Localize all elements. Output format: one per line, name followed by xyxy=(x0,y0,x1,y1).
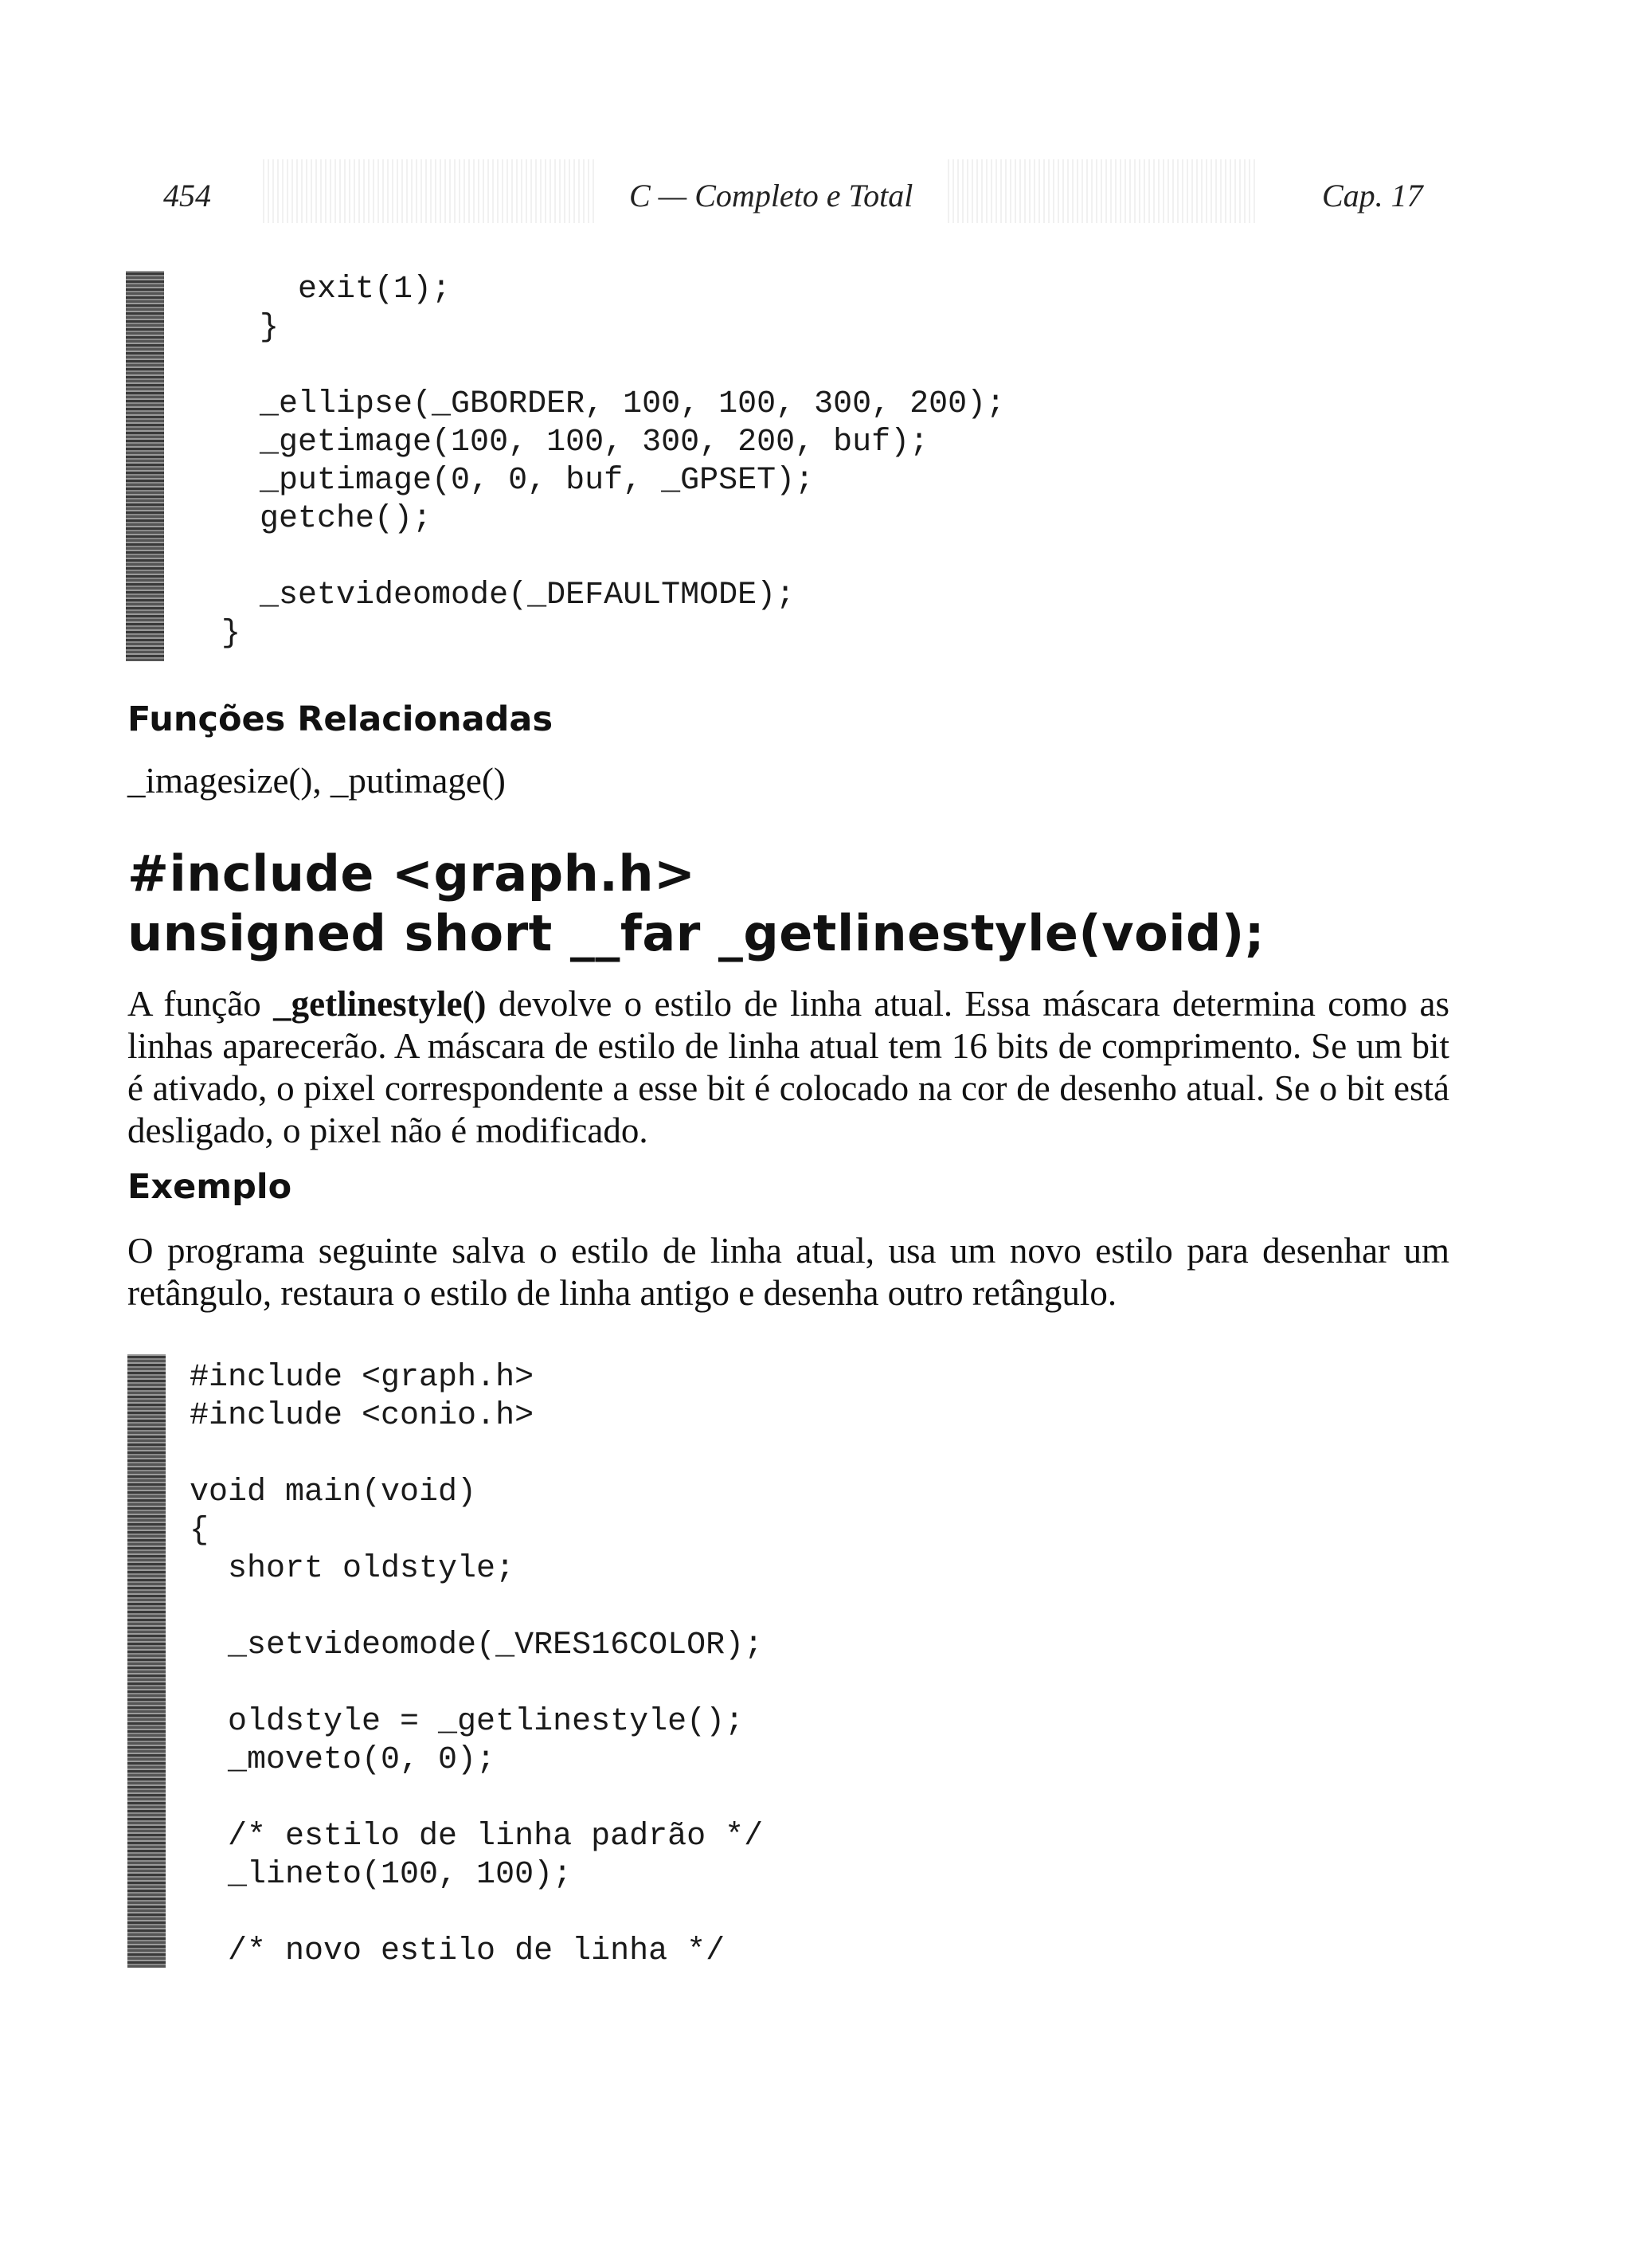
related-functions-heading: Funções Relacionadas xyxy=(127,699,553,739)
code-line: void main(void) xyxy=(190,1475,477,1510)
description-paragraph xyxy=(127,983,1449,1152)
chapter-label: Cap. 17 xyxy=(1322,178,1423,213)
related-functions-list: _imagesize(), _putimage() xyxy=(127,761,506,801)
code-line xyxy=(190,1894,763,1933)
code-line xyxy=(183,539,1005,577)
code-line: /* estilo de linha padrão */ xyxy=(190,1819,764,1855)
code-line: _setvideomode(_DEFAULTMODE); xyxy=(183,578,796,613)
code-line: _lineto(100, 100); xyxy=(190,1857,573,1893)
example-paragraph: O programa seguinte salva o estilo de linha atual, usa um novo estilo para desenhar um retângulo, restaura o estilo de linha antigo e desenha outro retângulo. xyxy=(127,1231,1449,1313)
scan-noise xyxy=(263,159,597,223)
code-line: getche(); xyxy=(183,501,432,537)
code-line: { xyxy=(190,1513,209,1549)
code-line xyxy=(190,1780,763,1818)
code-margin-bar xyxy=(126,271,164,661)
book-title: C — Completo e Total xyxy=(629,178,913,213)
code-margin-bar xyxy=(127,1354,166,1968)
code-line: _setvideomode(_VRES16COLOR); xyxy=(190,1628,764,1663)
code-line: /* novo estilo de linha */ xyxy=(190,1933,726,1969)
code-line xyxy=(190,1588,763,1627)
code-listing-top xyxy=(183,271,1005,653)
prototype-signature: unsigned short __far _getlinestyle(void); xyxy=(127,904,1265,962)
prototype-include: #include <graph.h> xyxy=(127,844,696,903)
code-line: _ellipse(_GBORDER, 100, 100, 300, 200); xyxy=(183,386,1006,422)
description-rest: devolve o estilo de linha atual. Essa máscara determina como as linhas aparecerão. A máscara de estilo de linha atual tem 16 bits de comprimento. Se um bit é ativado, o pixel correspondente a esse bit é colocado na cor de desenho atual. Se o bit está desligado, o pixel não é modificado. xyxy=(127,984,1449,1150)
code-line xyxy=(183,347,1005,386)
description-lead: A função xyxy=(127,984,274,1024)
code-line: } xyxy=(183,616,241,652)
code-line: short oldstyle; xyxy=(190,1551,515,1587)
example-heading: Exemplo xyxy=(127,1167,292,1207)
code-line: oldstyle = _getlinestyle(); xyxy=(190,1704,745,1740)
code-line: } xyxy=(183,310,280,346)
function-name: _getlinestyle() xyxy=(273,984,487,1024)
code-line: _putimage(0, 0, buf, _GPSET); xyxy=(183,463,815,499)
page-number: 454 xyxy=(163,178,211,213)
code-line: #include <conio.h> xyxy=(190,1398,534,1434)
code-listing-bottom xyxy=(190,1359,763,1971)
code-line: #include <graph.h> xyxy=(190,1360,534,1396)
scan-noise xyxy=(948,159,1258,223)
code-line: _getimage(100, 100, 300, 200, buf); xyxy=(183,425,929,460)
code-line xyxy=(190,1436,763,1474)
code-line xyxy=(190,1665,763,1703)
code-line: _moveto(0, 0); xyxy=(190,1742,496,1778)
code-line: exit(1); xyxy=(183,272,452,307)
